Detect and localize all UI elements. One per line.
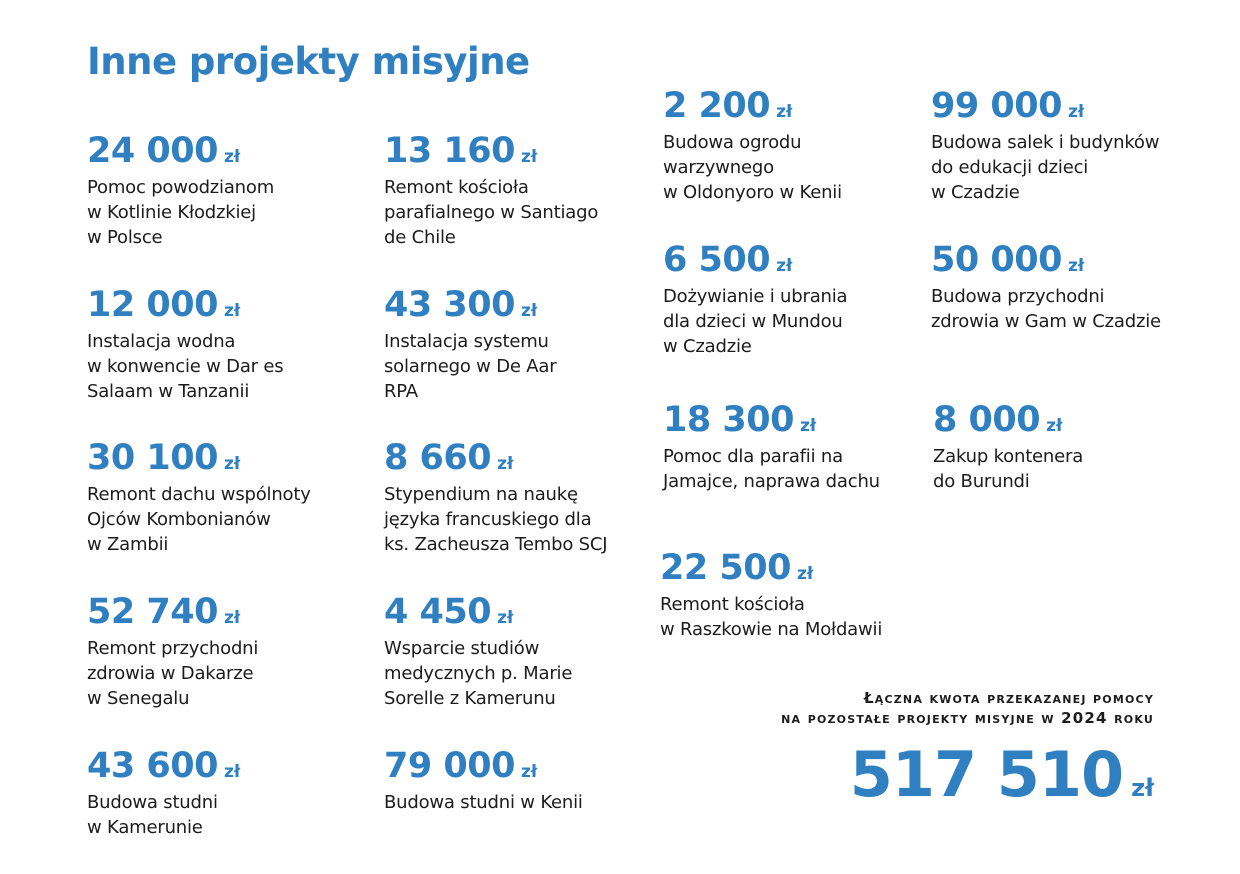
currency-label: zł: [1046, 416, 1063, 436]
project-amount: 99 000 zł: [931, 86, 1085, 126]
project-item: [384, 133, 598, 250]
project-description: Instalacja systemu solarnego w De Aar RPA: [384, 331, 557, 402]
currency-label: zł: [223, 454, 241, 474]
project-item: [931, 88, 1159, 205]
currency-label: zł: [223, 608, 241, 628]
project-item: [384, 287, 556, 404]
project-amount: 4 450 zł: [384, 592, 514, 632]
page-title: Inne projekty misyjne: [87, 40, 530, 83]
project-item: [660, 550, 882, 642]
project-item: [87, 748, 240, 840]
project-description: Dożywianie i ubrania dla dzieci w Mundou w Czadzie: [663, 286, 848, 357]
project-amount: 22 500 zł: [660, 548, 814, 588]
project-amount: 52 740 zł: [87, 592, 241, 632]
project-description: Pomoc dla parafii na Jamajce, naprawa dachu: [663, 446, 880, 492]
currency-label: zł: [520, 301, 538, 321]
project-item: [384, 594, 572, 711]
project-item: [87, 440, 311, 557]
project-amount: 6 500 zł: [663, 240, 793, 280]
project-description: Remont dachu wspólnoty Ojców Kombonianów w Zambii: [87, 484, 311, 555]
project-description: Remont kościoła parafialnego w Santiago de Chile: [384, 177, 599, 248]
project-description: Budowa studni w Kenii: [384, 792, 583, 813]
project-item: [663, 88, 842, 205]
project-amount: 24 000 zł: [87, 131, 241, 171]
project-description: Remont kościoła w Raszkowie na Mołdawii: [660, 594, 883, 640]
total-amount: [850, 738, 1154, 811]
project-amount: 8 000 zł: [933, 400, 1063, 440]
project-description: Budowa przychodni zdrowia w Gam w Czadzie: [931, 286, 1161, 332]
project-item: [87, 133, 274, 250]
project-description: Budowa ogrodu warzywnego w Oldonyoro w Kenii: [663, 132, 842, 203]
currency-label: zł: [497, 454, 514, 474]
project-description: Wsparcie studiów medycznych p. Marie Sorelle z Kamerunu: [384, 638, 573, 709]
currency-label: zł: [223, 301, 241, 321]
project-amount: 43 600 zł: [87, 746, 241, 786]
currency-label: zł: [1067, 256, 1085, 276]
currency-label: zł: [1067, 102, 1085, 122]
currency-label: zł: [520, 762, 538, 782]
project-amount: 79 000 zł: [384, 746, 538, 786]
project-amount: 13 160 zł: [384, 131, 538, 171]
currency-label: zł: [776, 256, 793, 276]
project-description: Budowa salek i budynków do edukacji dzieci w Czadzie: [931, 132, 1160, 203]
project-item: [663, 242, 847, 359]
currency-label: zł: [799, 416, 817, 436]
currency-label: zł: [776, 102, 793, 122]
project-amount: 43 300 zł: [384, 285, 538, 325]
project-item: [663, 402, 880, 494]
project-item: [933, 402, 1083, 494]
currency-label: zł: [520, 147, 538, 167]
project-amount: 8 660 zł: [384, 438, 514, 478]
project-amount: 12 000 zł: [87, 285, 241, 325]
project-item: [384, 748, 583, 815]
currency-label: zł: [223, 762, 241, 782]
project-amount: 30 100 zł: [87, 438, 241, 478]
project-item: [931, 242, 1161, 334]
project-description: Zakup kontenera do Burundi: [933, 446, 1084, 492]
currency-label: zł: [1131, 774, 1154, 802]
project-description: Instalacja wodna w konwencie w Dar es Salaam w Tanzanii: [87, 331, 284, 402]
project-item: [87, 594, 258, 711]
project-description: Stypendium na naukę języka francuskiego dla ks. Zacheusza Tembo SCJ: [384, 484, 608, 555]
currency-label: zł: [497, 608, 514, 628]
total-label: Łączna kwota przekazanej pomocy na pozostałe projekty misyjne w 2024 roku: [781, 689, 1154, 727]
currency-label: zł: [223, 147, 241, 167]
project-amount: 2 200 zł: [663, 86, 793, 126]
project-amount: 18 300 zł: [663, 400, 817, 440]
project-description: Pomoc powodzianom w Kotlinie Kłodzkiej w Polsce: [87, 177, 275, 248]
project-description: Budowa studni w Kamerunie: [87, 792, 218, 838]
project-description: Remont przychodni zdrowia w Dakarze w Senegalu: [87, 638, 259, 709]
project-item: [87, 287, 283, 404]
project-amount: 50 000 zł: [931, 240, 1085, 280]
project-item: [384, 440, 607, 557]
total-amount-value: 517 510: [849, 738, 1124, 811]
currency-label: zł: [796, 564, 814, 584]
